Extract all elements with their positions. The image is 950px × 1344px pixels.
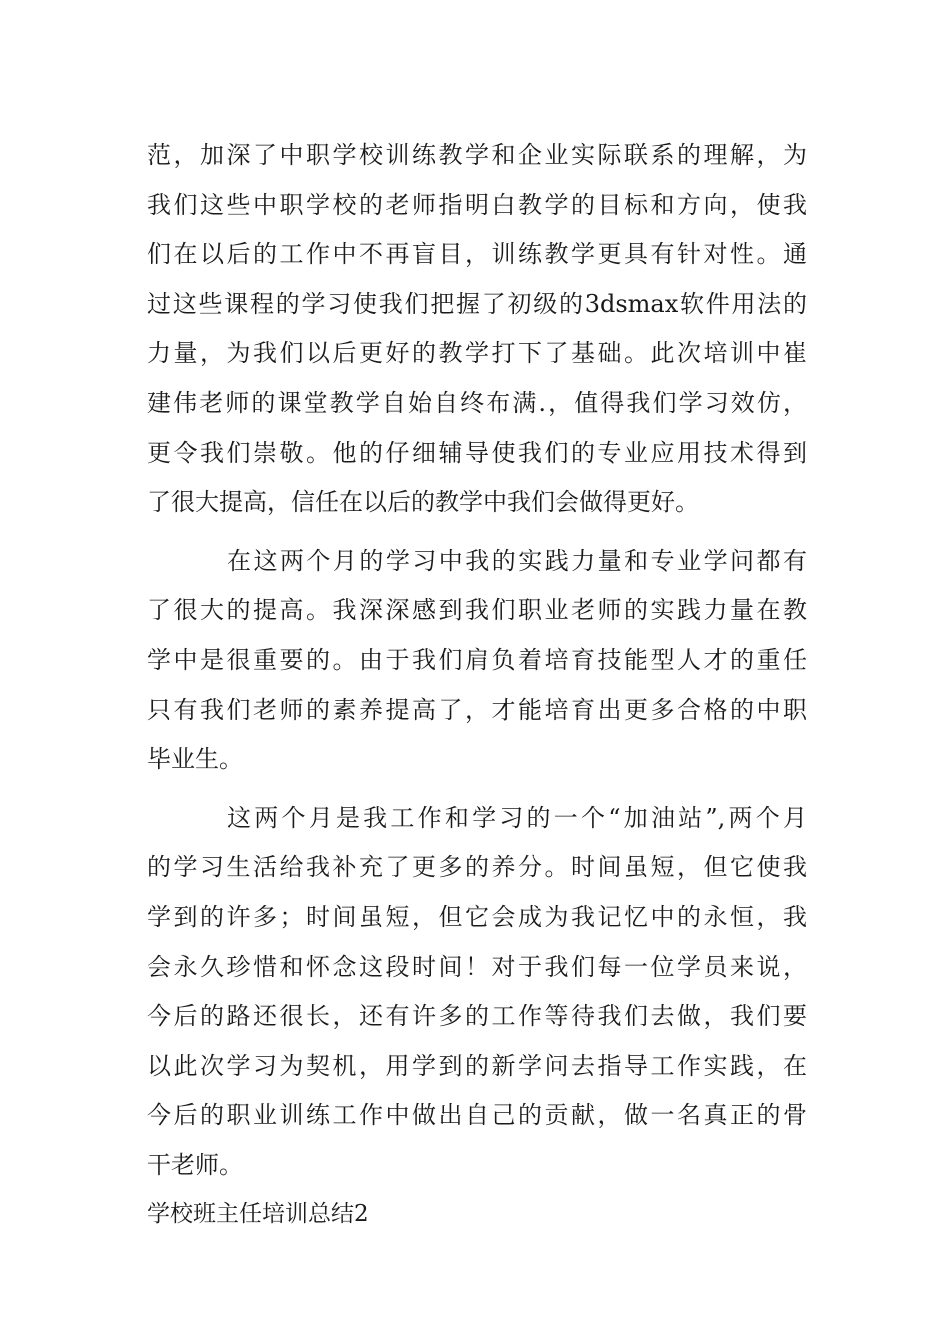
paragraph-line: 毕业生。 — [147, 745, 243, 774]
paragraph-1 — [147, 131, 807, 528]
paragraph-line: 学中是很重要的。由于我们肩负着培育技能型人才的重任 — [147, 645, 807, 674]
section-heading: 学校班主任培训总结2 — [147, 1201, 369, 1228]
paragraph-2 — [147, 537, 807, 785]
paragraph-line: 在这两个月的学习中我的实践力量和专业学问都有 — [227, 546, 807, 575]
paragraph-line: 只有我们老师的素养提高了，才能培育出更多合格的中职 — [147, 695, 807, 724]
paragraph-line: 今后的职业训练工作中做出自己的贡献，做一名真正的骨 — [147, 1101, 807, 1130]
paragraph-line: 更令我们崇敬。他的仔细辅导使我们的专业应用技术得到 — [147, 438, 807, 467]
paragraph-line: 了很大提高，信任在以后的教学中我们会做得更好。 — [147, 488, 699, 517]
paragraph-line: 了很大的提高。我深深感到我们职业老师的实践力量在教 — [147, 596, 807, 625]
paragraph-line: 建伟老师的课堂教学自始自终布满.，值得我们学习效仿， — [147, 388, 807, 417]
paragraph-spacer — [147, 528, 807, 537]
paragraph-line: 们在以后的工作中不再盲目，训练教学更具有针对性。通 — [147, 240, 807, 269]
paragraph-line: 这两个月是我工作和学习的一个“加油站”,两个月 — [227, 803, 807, 832]
paragraph-line: 以此次学习为契机，用学到的新学问去指导工作实践，在 — [147, 1051, 807, 1080]
document-body — [147, 131, 807, 1240]
paragraph-line: 学到的许多；时间虽短，但它会成为我记忆中的永恒，我 — [147, 902, 807, 931]
paragraph-line: 的学习生活给我补充了更多的养分。时间虽短，但它使我 — [147, 853, 807, 882]
paragraph-3 — [147, 794, 807, 1191]
paragraph-line: 过这些课程的学习使我们把握了初级的3dsmax软件用法的 — [147, 289, 807, 318]
paragraph-line: 干老师。 — [147, 1150, 243, 1179]
paragraph-line: 力量，为我们以后更好的教学打下了基础。此次培训中崔 — [147, 339, 807, 368]
paragraph-line: 今后的路还很长，还有许多的工作等待我们去做，我们要 — [147, 1002, 807, 1031]
paragraph-line: 会永久珍惜和怀念这段时间！对于我们每一位学员来说， — [147, 952, 807, 981]
paragraph-line: 我们这些中职学校的老师指明白教学的目标和方向，使我 — [147, 190, 807, 219]
paragraph-spacer — [147, 785, 807, 794]
paragraph-line: 范，加深了中职学校训练教学和企业实际联系的理解，为 — [147, 141, 807, 169]
